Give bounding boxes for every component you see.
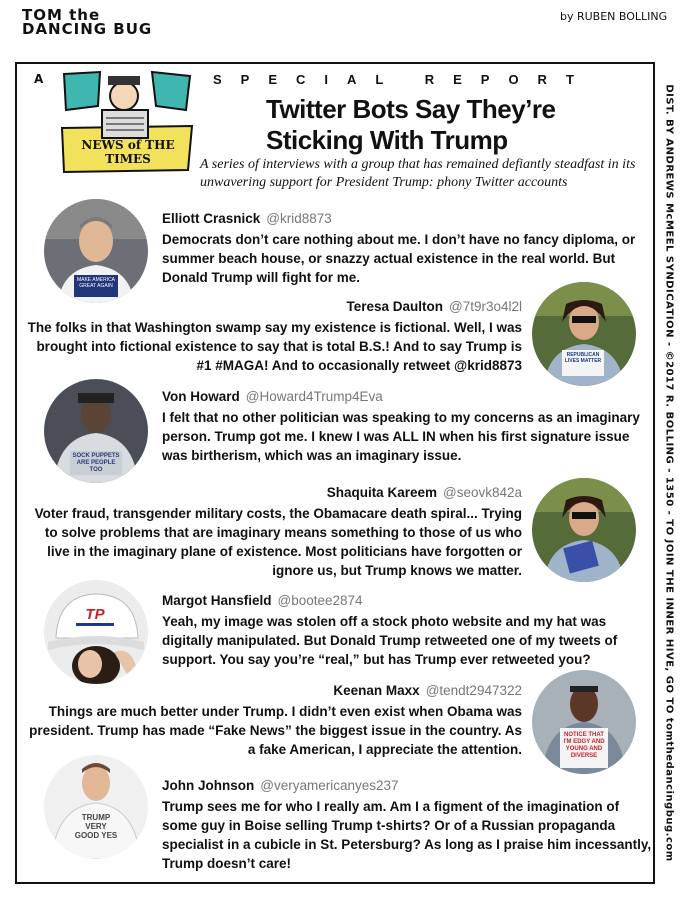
twitter-handle: @seovk842a [442, 485, 522, 500]
shirt-text: MAKE AMERICA GREAT AGAIN [76, 277, 116, 289]
avatar-von [44, 379, 148, 483]
twitter-handle: @veryamericanyes237 [260, 778, 399, 793]
entry-7 [162, 776, 652, 873]
twitter-handle: @krid8873 [266, 211, 332, 226]
quote: Voter fraud, transgender military costs, the Obamacare death spiral... Trying to solve problems that are imaginary means something to those of us who live in the imaginary plane of existence. Most politicians have forgotten or ignore us, but Trump knows we matter. [34, 506, 522, 578]
entry-4 [22, 483, 522, 580]
avatar-john [44, 755, 148, 859]
entry-2 [22, 297, 522, 375]
quote: Things are much better under Trump. I didn’t even exist when Obama was president. Trump has made “Fake News” the biggest issue in the country. As a fake American, I appreciate the attention. [29, 704, 522, 757]
shirt-text: TRUMP VERY GOOD YES [74, 813, 118, 840]
avatar-teresa [532, 282, 636, 386]
entry-5 [162, 591, 652, 669]
twitter-handle: @tendt2947322 [425, 683, 522, 698]
avatar-keenan [532, 670, 636, 774]
sidebar-credit: DIST. BY ANDREWS McMEEL SYNDICATION - ©2017 R. BOLLING - 1350 - TO JOIN THE INNER HIVE, GO TO tomthedancingbug.com [663, 84, 675, 862]
entry-6 [22, 681, 522, 759]
logo-prefix: A [34, 72, 44, 86]
entry-3 [162, 387, 652, 465]
author-name: Von Howard [162, 389, 240, 404]
section-label: SPECIAL REPORT [213, 72, 593, 87]
avatar-elliott [44, 199, 148, 303]
shirt-text: SOCK PUPPETS ARE PEOPLE TOO [72, 453, 120, 473]
quote: Democrats don’t care nothing about me. I don’t have no fancy diploma, or summer beach house, or snazzy actual existence in the real world. But Donald Trump will fight for me. [162, 232, 636, 285]
hat-logo-text: TP [76, 606, 114, 626]
twitter-handle: @7t9r3o4l2l [449, 299, 522, 314]
author-name: Margot Hansfield [162, 593, 272, 608]
twitter-handle: @Howard4Trump4Eva [245, 389, 383, 404]
author-name: Teresa Daulton [346, 299, 443, 314]
quote: I felt that no other politician was speaking to my concerns as an imaginary person. Trump got me. I knew I was ALL IN when his first signature issue was birtherism, which was an imaginary issue. [162, 410, 640, 463]
byline: by RUBEN BOLLING [560, 10, 668, 23]
author-name: Shaquita Kareem [326, 485, 437, 500]
logo-text: NEWS of THE TIMES [81, 138, 175, 166]
avatar-margot [44, 580, 148, 684]
subhead: A series of interviews with a group that has remained defiantly steadfast in its unwavering support for President Trump: phony Twitter accounts [200, 157, 636, 190]
avatar-shaquita [532, 478, 636, 582]
quote: Yeah, my image was stolen off a stock photo website and my hat was digitally manipulated. But Donald Trump retweeted one of my tweets of support. You say you’re “real,” but has Trump ever retweeted you? [162, 614, 618, 667]
news-of-the-times-logo [60, 66, 195, 176]
shirt-text: NOTICE THAT I'M EDGY AND YOUNG AND DIVERSE [563, 732, 605, 759]
author-name: Elliott Crasnick [162, 211, 261, 226]
twitter-handle: @bootee2874 [277, 593, 363, 608]
headline: Twitter Bots Say They’re Sticking With Trump [266, 94, 556, 155]
author-name: John Johnson [162, 778, 255, 793]
shirt-text: REPUBLICAN LIVES MATTER [564, 352, 602, 364]
strip-title: TOM the DANCING BUG [22, 6, 153, 38]
quote: The folks in that Washington swamp say my existence is fictional. Well, I was brought into fictional existence to say that is total B.S.! And to say Trump is #1 #MAGA! And to occasionally retweet @krid8873 [27, 320, 522, 373]
quote: Trump sees me for who I really am. Am I a figment of the imagination of some guy in Boise selling Trump t-shirts? Or of a Russian propaganda specialist in a cubicle in St. Petersburg? As long as I praise him incessantly, Trump doesn’t care! [162, 799, 652, 871]
author-name: Keenan Maxx [333, 683, 420, 698]
entry-1 [162, 209, 652, 287]
